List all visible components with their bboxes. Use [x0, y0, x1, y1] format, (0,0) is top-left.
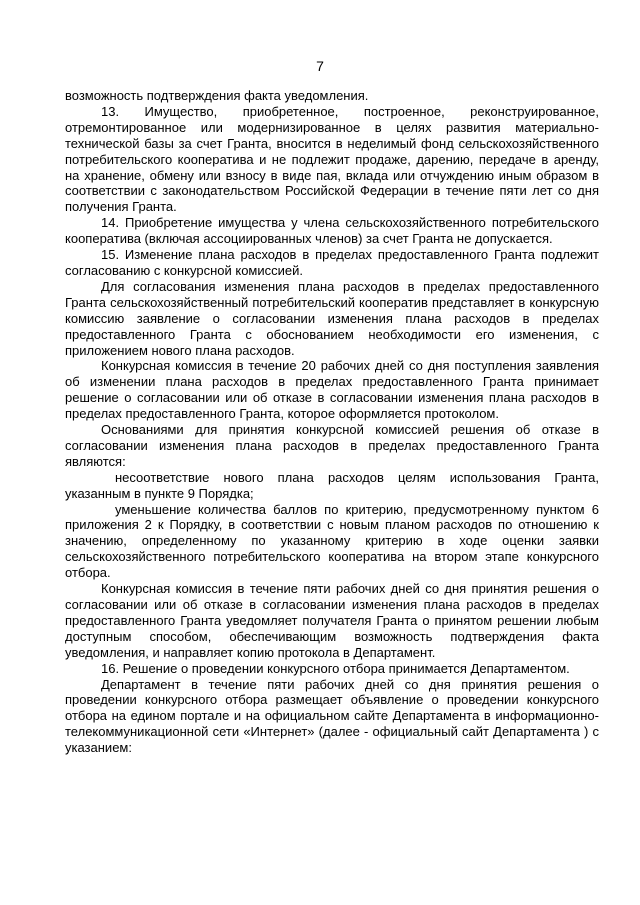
- paragraph-item-15: 15. Изменение плана расходов в пределах предоставленного Гранта подлежит согласованию с конкурсной комиссией.: [65, 247, 599, 278]
- page-number: 7: [316, 58, 324, 74]
- paragraph-item-14: 14. Приобретение имущества у члена сельскохозяйственного потребительского кооператива (включая ассоциированных членов) за счет Гранта не допускается.: [65, 215, 599, 247]
- document-body: [65, 88, 599, 756]
- paragraph-commission-decision: Конкурсная комиссия в течение 20 рабочих дней со дня поступления заявления об изменении плана расходов в пределах предоставленного Гранта принимает решение о согласовании или об отказе в согласовании изменения плана расходов в пределах предоставленного Гранта, которое оформляется протоколом.: [65, 358, 599, 422]
- paragraph-item-13: 13. Имущество, приобретенное, построенное, реконструированное, отремонтированное или модернизированное в целях развития материально-технической базы за счет Гранта, вносится в неделимый фонд сельскохозяйственного потребительского кооператива и не подлежит продаже, дарению, передаче в аренду, на хранение, обмену или взносу в виде пая, вклада или отчуждению иным образом в соответствии с законодательством Российской Федерации в течение пяти лет со дня получения Гранта.: [65, 103, 599, 215]
- paragraph-ground-1: несоответствие нового плана расходов целям использования Гранта, указанным в пункте 9 Порядка;: [65, 469, 599, 501]
- paragraph-item-16: 16. Решение о проведении конкурсного отбора принимается Департаментом.: [101, 660, 570, 676]
- paragraph-notification: Конкурсная комиссия в течение пяти рабочих дней со дня принятия решения о согласовании или об отказе в согласовании изменения плана расходов в пределах предоставленного Гранта уведомляет получателя Гранта о принятом решении любым доступным способом, обеспечивающим возможность подтверждения факта уведомления, и направляет копию протокола в Департамент.: [65, 581, 599, 660]
- paragraph-announcement: Департамент в течение пяти рабочих дней со дня принятия решения о проведении конкурсного отбора размещает объявление о проведении конкурсного отбора на едином портале и на официальном сайте Департамента в информационно-телекоммуникационной сети «Интернет» (далее - официальный сайт Департамента ) с указанием:: [65, 676, 599, 756]
- paragraph-approval-request: Для согласования изменения плана расходов в пределах предоставленного Гранта сельскохозяйственный потребительский кооператив представляет в конкурсную комиссию заявление о согласовании изменения плана расходов в пределах предоставленного Гранта с обоснованием необходимости его изменения, с приложением нового плана расходов.: [65, 278, 599, 358]
- paragraph-ground-2: уменьшение количества баллов по критерию, предусмотренному пунктом 6 приложения 2 к Порядку, в соответствии с новым планом расходов по отношению к значению, определенному по указанному критерию в ходе оценки заявки сельскохозяйственного потребительского кооператива на втором этапе конкурсного отбора.: [65, 501, 599, 581]
- paragraph-continuation: возможность подтверждения факта уведомления.: [65, 88, 369, 103]
- paragraph-refusal-grounds: Основаниями для принятия конкурсной комиссией решения об отказе в согласовании изменения плана расходов в пределах предоставленного Гранта являются:: [65, 422, 599, 469]
